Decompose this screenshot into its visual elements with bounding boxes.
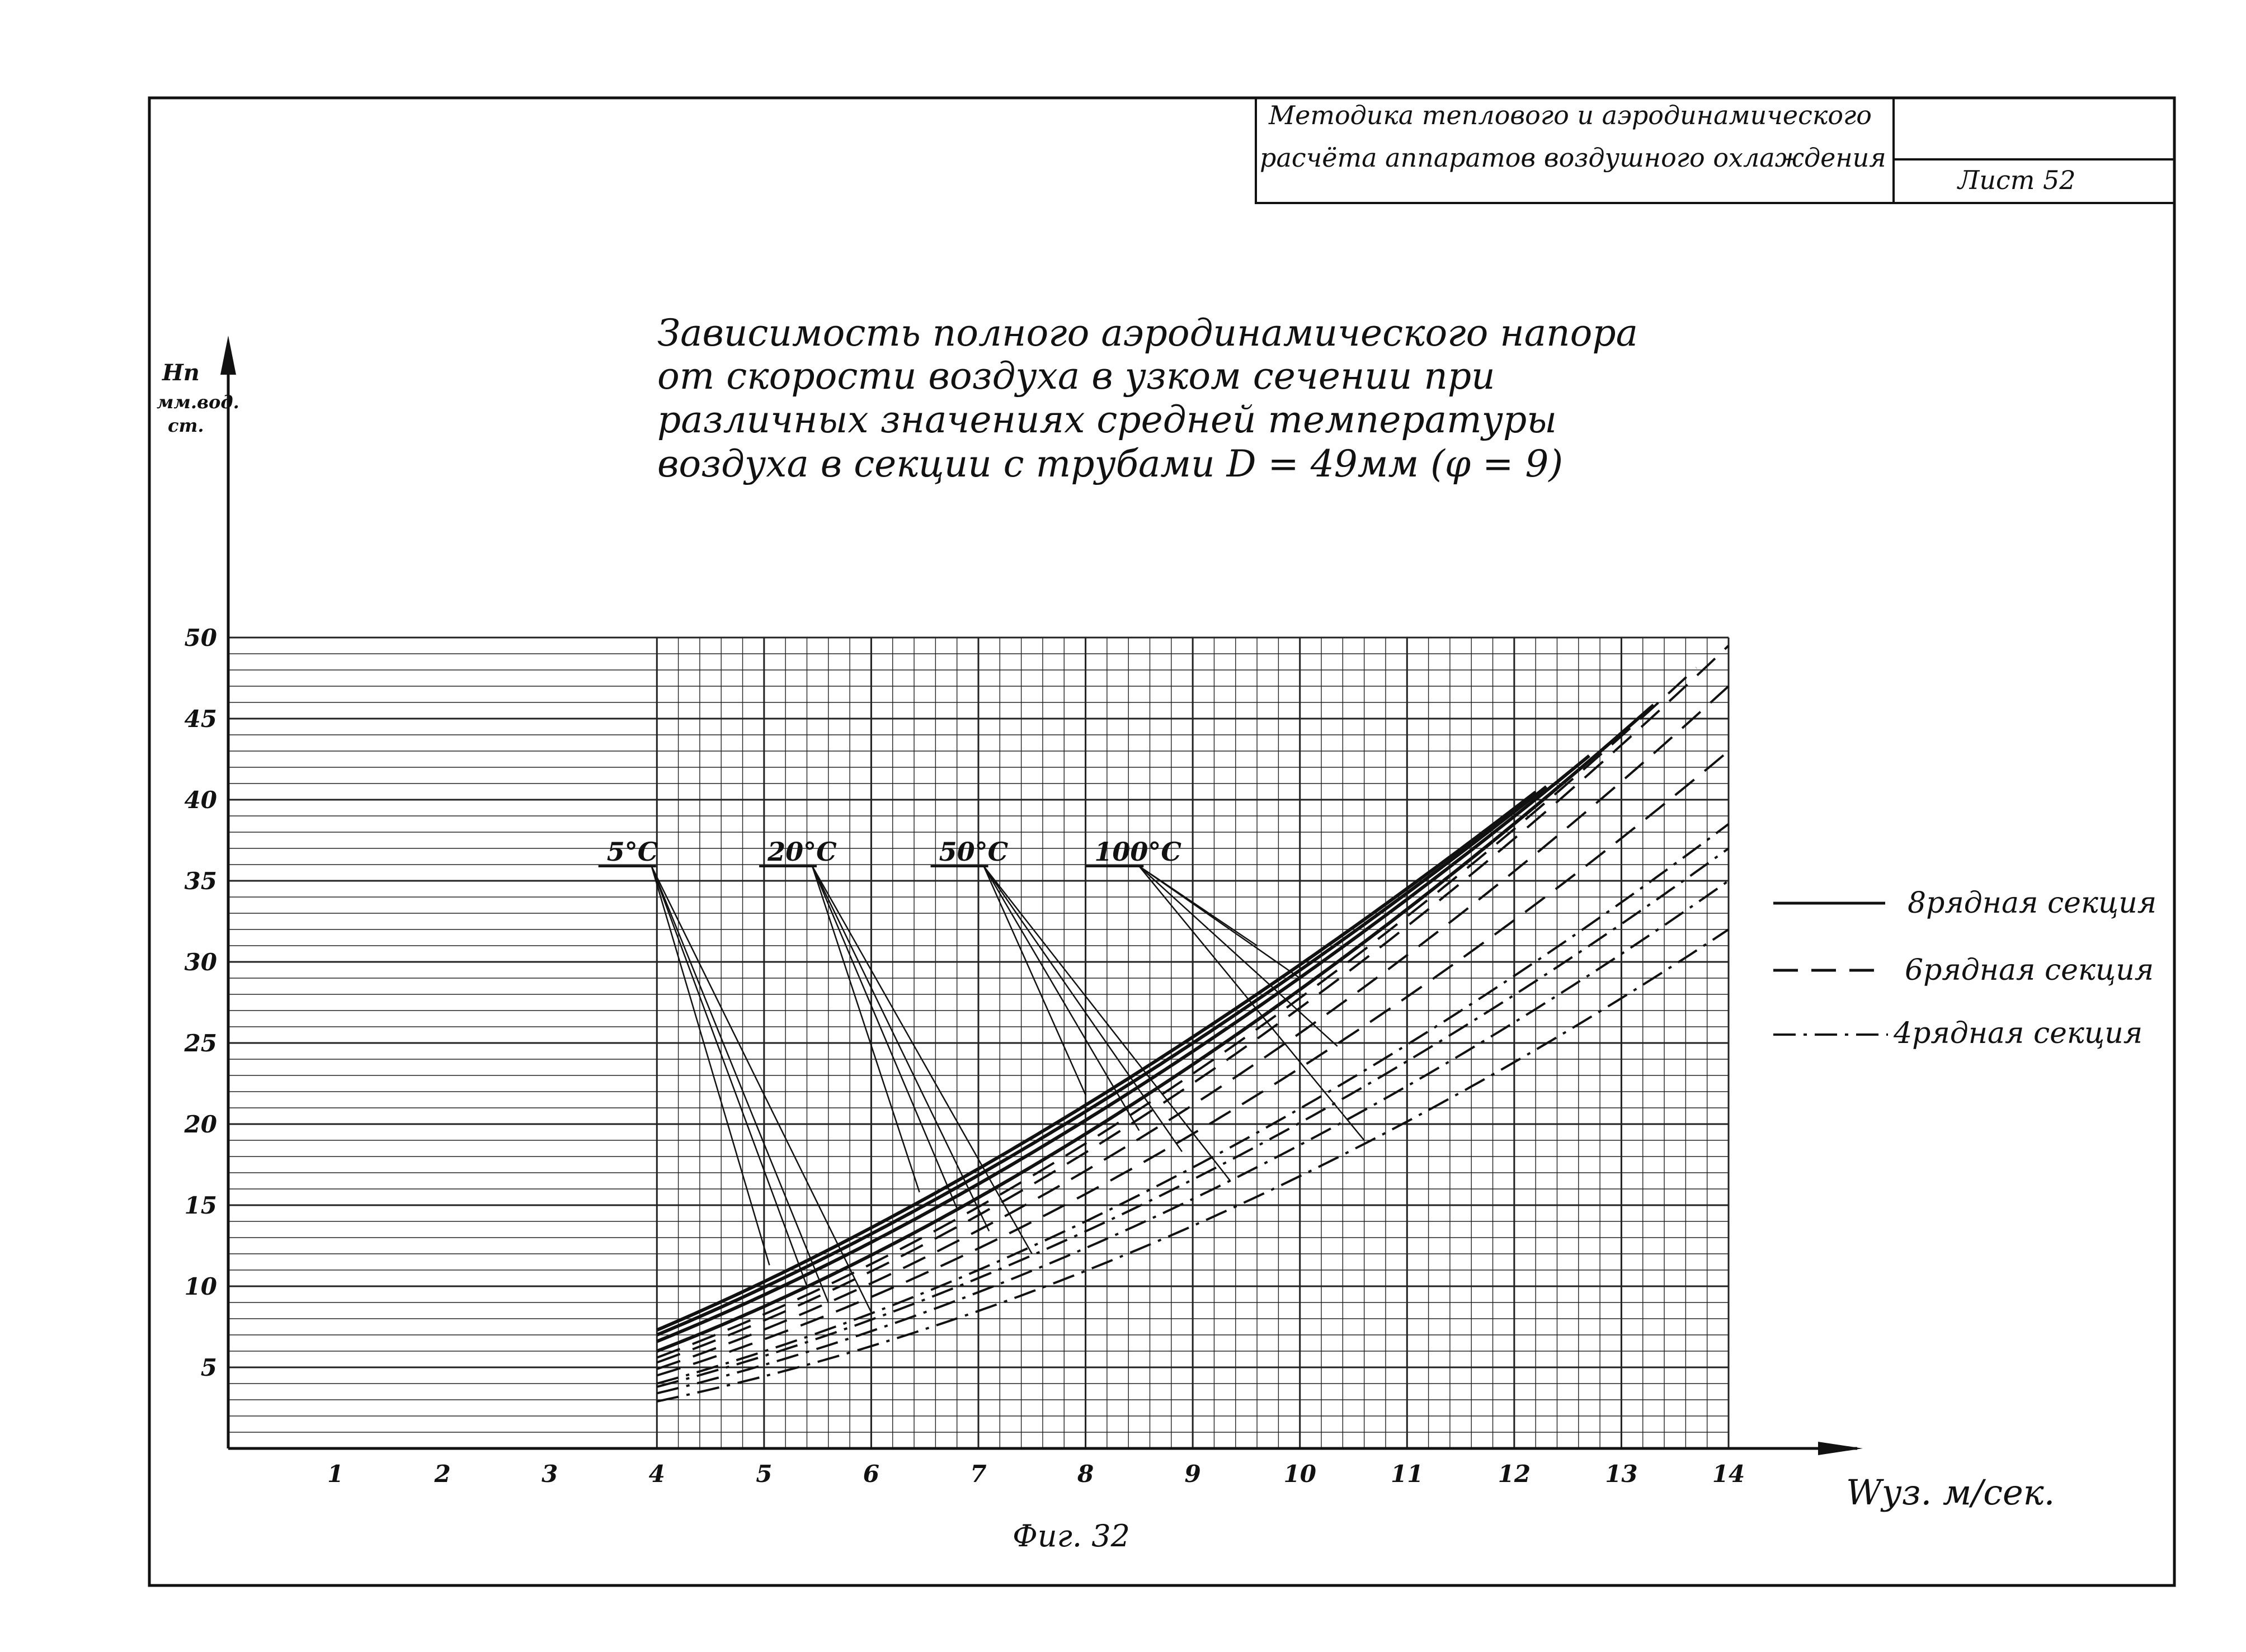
x-tick-label: 11 — [1391, 1460, 1424, 1488]
y-tick-label: 10 — [184, 1273, 217, 1300]
chart-title-line-3: различных значениях средней температуры — [657, 398, 1557, 441]
y-tick-label: 25 — [184, 1030, 217, 1057]
temperature-leader-line — [652, 866, 872, 1312]
x-tick-label: 14 — [1712, 1460, 1745, 1488]
series-line-8rows-0 — [657, 792, 1536, 1330]
x-tick-label: 10 — [1283, 1460, 1316, 1488]
temperature-leader-line — [984, 866, 1182, 1151]
y-tick-label: 30 — [184, 948, 217, 976]
x-tick-label: 4 — [648, 1460, 665, 1488]
y-axis-label-line-3: ст. — [168, 415, 204, 436]
y-tick-label: 15 — [184, 1192, 217, 1219]
y-axis-label-line-1: Hп — [162, 360, 200, 386]
sheet-number: Лист 52 — [1958, 165, 2076, 195]
x-tick-label: 12 — [1498, 1460, 1531, 1488]
legend — [1773, 886, 2156, 1050]
x-tick-label: 6 — [863, 1460, 880, 1488]
y-tick-label: 5 — [200, 1354, 217, 1381]
temperature-label: 20°C — [767, 836, 837, 867]
chart-title-line-1: Зависимость полного аэродинамического напора — [657, 311, 1638, 355]
plot-axes — [220, 336, 1863, 1455]
title-block-line-1: Методика теплового и аэродинамического — [1269, 100, 1872, 130]
title-block — [1256, 98, 2174, 203]
temperature-leader-line — [984, 866, 1140, 1131]
plot-grid — [228, 638, 1729, 1448]
x-axis-arrow — [1818, 1442, 1863, 1455]
temperature-leader-line — [812, 866, 989, 1231]
chart-title — [657, 311, 1638, 485]
y-axis-arrow — [220, 336, 236, 375]
legend-label-6-rows: 6рядная секция — [1905, 954, 2154, 987]
temperature-label: 5°C — [606, 836, 658, 867]
temperature-label: 100°C — [1094, 836, 1181, 867]
plot-ticks — [184, 624, 1745, 1488]
x-tick-label: 5 — [756, 1460, 773, 1488]
y-tick-label: 40 — [184, 786, 217, 814]
chart-title-line-2: от скорости воздуха в узком сечении при — [657, 355, 1495, 398]
temperature-leaders — [599, 837, 1364, 1312]
x-tick-label: 9 — [1184, 1460, 1201, 1488]
figure-caption: Фиг. 32 — [1013, 1518, 1130, 1554]
legend-label-4-rows: 4рядная секция — [1894, 1017, 2143, 1050]
temperature-label: 50°C — [939, 836, 1009, 867]
y-tick-label: 45 — [184, 705, 217, 733]
x-tick-label: 13 — [1605, 1460, 1638, 1488]
temperature-leader-line — [984, 866, 1086, 1095]
x-tick-label: 3 — [542, 1460, 558, 1488]
series-line-8rows-1 — [657, 787, 1546, 1335]
temperature-leader-line — [812, 866, 1032, 1254]
x-tick-label: 7 — [970, 1460, 987, 1488]
y-tick-label: 50 — [184, 624, 217, 652]
y-tick-label: 20 — [184, 1111, 217, 1138]
title-block-line-2: расчёта аппаратов воздушного охлаждения — [1260, 143, 1886, 173]
y-tick-label: 35 — [184, 867, 217, 895]
y-axis-label-line-2: мм.вод. — [157, 391, 239, 413]
x-axis-label: Wуз. м/сек. — [1846, 1472, 2055, 1513]
chart-title-line-4: воздуха в секции с трубами D = 49мм (φ = 9) — [657, 442, 1564, 485]
x-tick-label: 1 — [327, 1460, 344, 1488]
x-tick-label: 2 — [434, 1460, 451, 1488]
x-tick-label: 8 — [1077, 1460, 1094, 1488]
legend-label-8-rows: 8рядная секция — [1908, 886, 2157, 920]
